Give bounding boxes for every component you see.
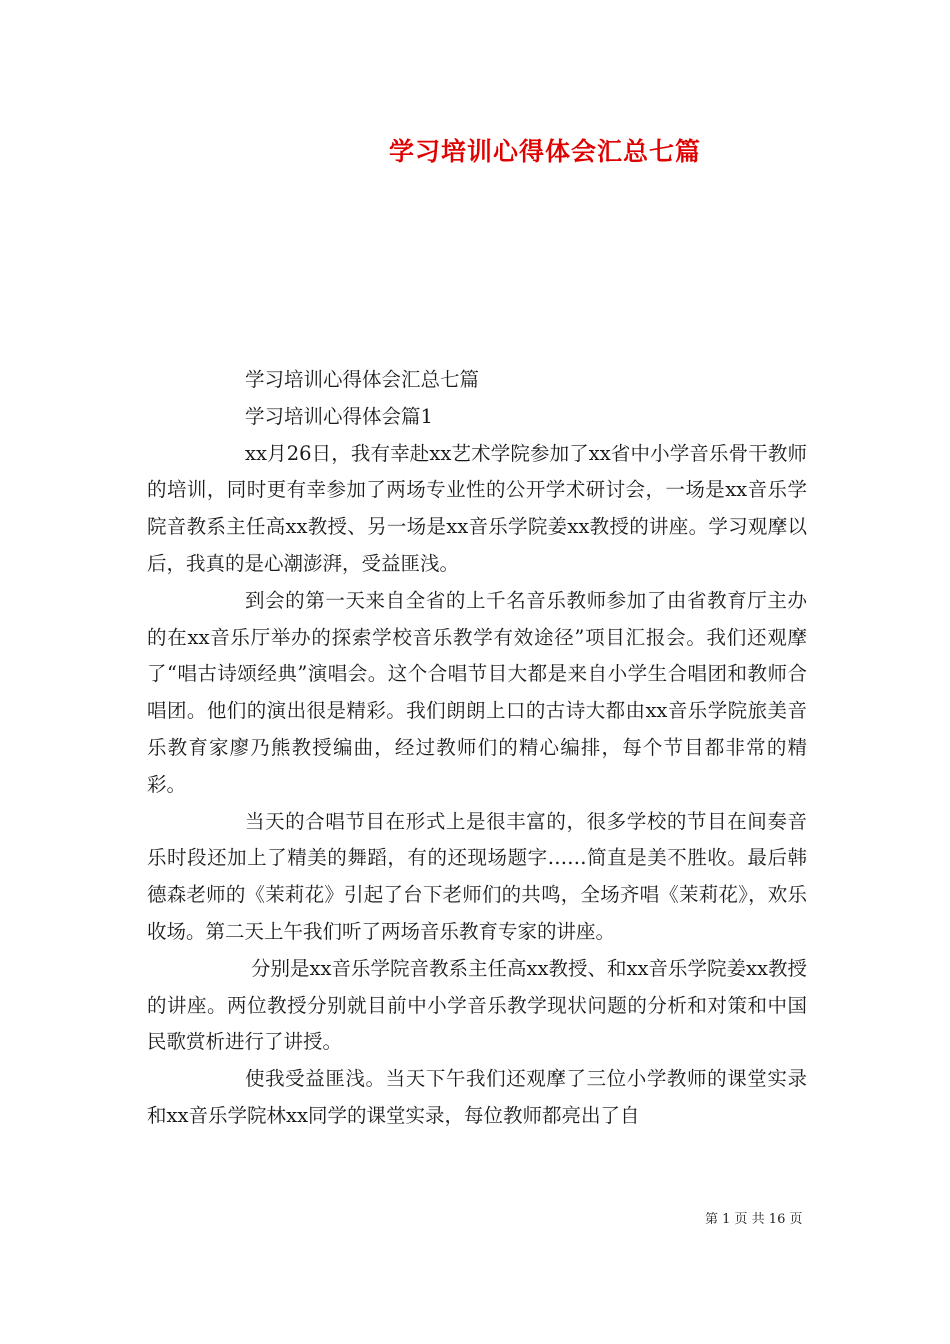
paragraph-3: 当天的合唱节目在形式上是很丰富的，很多学校的节目在间奏音乐时段还加上了精美的舞蹈，有的还现场题字……简直是美不胜收。最后韩德森老师的《茉莉花》引起了台下老师们的共鸣，全场齐唱《茉莉花》，欢乐收场。第二天上午我们听了两场音乐教育专家的讲座。: [147, 809, 807, 943]
document-body: [147, 362, 807, 1135]
page-number-footer: 第 1 页 共 16 页: [705, 1212, 803, 1227]
document-subtitle: 学习培训心得体会汇总七篇: [245, 368, 480, 391]
paragraph-2: 到会的第一天来自全省的上千名音乐教师参加了由省教育厅主办的在xx音乐厅举办的探索学校音乐教学有效途径”项目汇报会。我们还观摩了“唱古诗颂经典”演唱会。这个合唱节目大都是来自小学生合唱团和教师合唱团。他们的演出很是精彩。我们朗朗上口的古诗大都由xx音乐学院旅美音乐教育家廖乃熊教授编曲，经过教师们的精心编排，每个节目都非常的精彩。: [147, 588, 807, 796]
paragraph-4: 分别是xx音乐学院音教系主任高xx教授、和xx音乐学院姜xx教授的讲座。两位教授分别就目前中小学音乐教学现状问题的分析和对策和中国民歌赏析进行了讲授。: [147, 956, 807, 1054]
section-heading: 学习培训心得体会篇1: [245, 404, 433, 428]
document-title: 学习培训心得体会汇总七篇: [388, 137, 701, 166]
paragraph-5: 使我受益匪浅。当天下午我们还观摩了三位小学教师的课堂实录和xx音乐学院林xx同学的课堂实录，每位教师都亮出了自: [147, 1067, 807, 1127]
paragraph-1: xx月26日，我有幸赴xx艺术学院参加了xx省中小学音乐骨干教师的培训，同时更有幸参加了两场专业性的公开学术研讨会，一场是xx音乐学院音教系主任高xx教授、另一场是xx音乐学院姜xx教授的讲座。学习观摩以后，我真的是心潮澎湃，受益匪浅。: [147, 441, 807, 575]
